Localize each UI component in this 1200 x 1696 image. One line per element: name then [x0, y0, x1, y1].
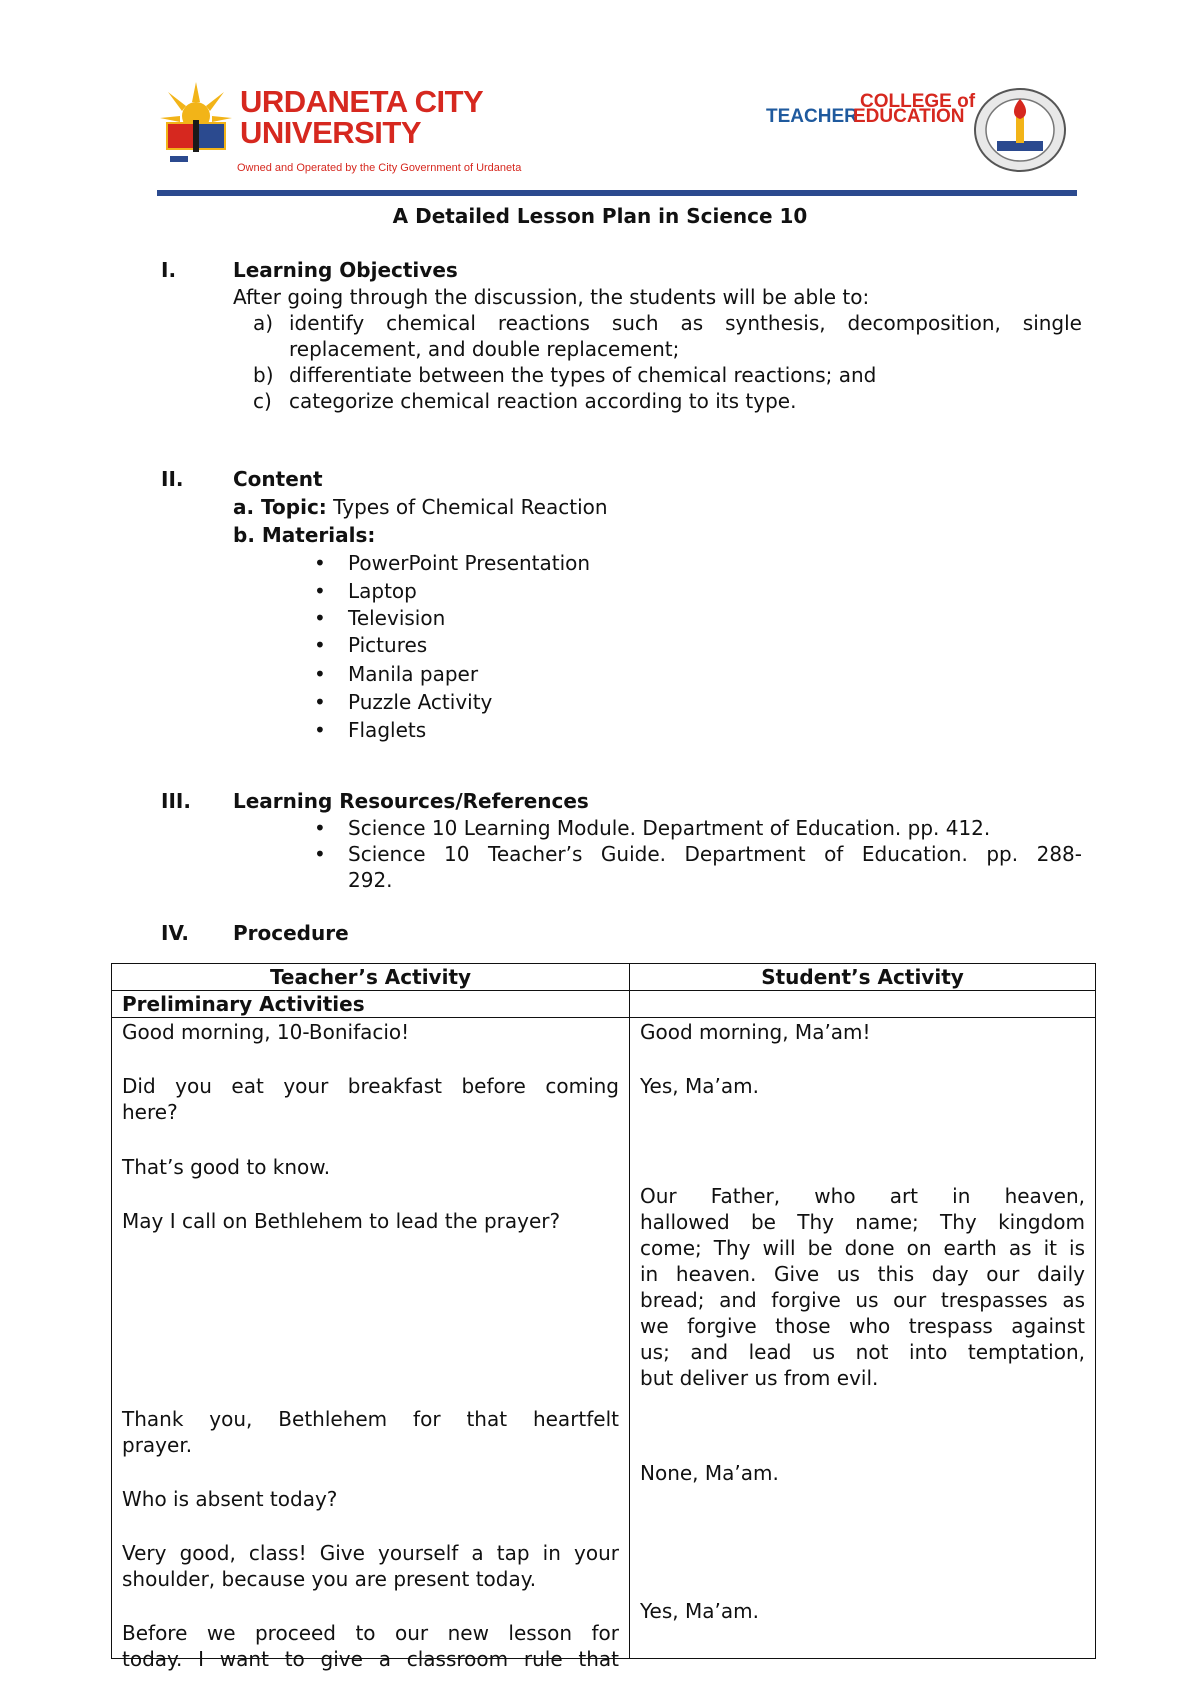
- student-line: Yes, Ma’am.: [640, 1599, 759, 1623]
- college-education-label: EDUCATION: [853, 106, 965, 127]
- section-heading-resources: Learning Resources/References: [233, 789, 589, 813]
- content-topic: [233, 494, 608, 520]
- student-line: come; Thy will be done on earth as it is: [640, 1236, 1085, 1260]
- teacher-line: That’s good to know.: [122, 1155, 331, 1179]
- objective-b-line1: differentiate between the types of chemical reactions; and: [289, 363, 877, 387]
- teacher-line: shoulder, because you are present today.: [122, 1567, 537, 1591]
- student-line: None, Ma’am.: [640, 1461, 779, 1485]
- teacher-line: here?: [122, 1100, 178, 1124]
- student-line: Our Father, who art in heaven,: [640, 1184, 1085, 1208]
- objectives-intro: After going through the discussion, the students will be able to:: [233, 285, 870, 309]
- student-line: hallowed be Thy name; Thy kingdom: [640, 1210, 1085, 1234]
- table-section-row: [112, 991, 1096, 1018]
- material-item: • PowerPoint Presentation: [348, 550, 590, 576]
- table-row: [112, 1018, 1096, 1659]
- teacher-line: Thank you, Bethlehem for that heartfelt: [122, 1407, 619, 1431]
- student-line: bread; and forgive us our trespasses as: [640, 1288, 1085, 1312]
- torch-seal-icon: [973, 87, 1067, 173]
- reference-item-2-line2: 292.: [348, 868, 393, 892]
- teacher-line: Good morning, 10-Bonifacio!: [122, 1020, 410, 1044]
- teacher-line: May I call on Bethlehem to lead the prayer?: [122, 1209, 561, 1233]
- teacher-line: Very good, class! Give yourself a tap in your: [122, 1541, 619, 1565]
- material-item: • Pictures: [348, 632, 427, 658]
- empty-cell: [630, 991, 1096, 1018]
- page-title: A Detailed Lesson Plan in Science 10: [392, 204, 808, 228]
- topic-value: Types of Chemical Reaction: [333, 495, 608, 519]
- column-header-teacher: Teacher’s Activity: [112, 964, 630, 991]
- college-of-label: COLLEGE of: [860, 91, 976, 112]
- material-item: • Manila paper: [348, 661, 478, 687]
- material-item: • Television: [348, 605, 445, 631]
- materials-label: b. Materials:: [233, 523, 376, 547]
- section-numeral-resources: III.: [161, 789, 191, 813]
- student-line: us; and lead us not into temptation,: [640, 1340, 1085, 1364]
- section-heading-objectives: Learning Objectives: [233, 258, 458, 282]
- topic-label: a. Topic:: [233, 495, 327, 519]
- material-item: • Flaglets: [348, 717, 426, 743]
- procedure-table: [111, 963, 1096, 1671]
- student-line: we forgive those who trespass against: [640, 1314, 1085, 1338]
- teacher-line: prayer.: [122, 1433, 193, 1457]
- teacher-line: today. I want to give a classroom rule that: [122, 1647, 619, 1671]
- objective-label-c: c): [253, 389, 272, 413]
- college-teacher-label: TEACHER: [766, 106, 858, 127]
- section-numeral-procedure: IV.: [161, 921, 189, 945]
- university-name-line2: UNIVERSITY: [240, 115, 422, 150]
- reference-item-1: • Science 10 Learning Module. Department of Education. pp. 412.: [348, 815, 990, 841]
- objective-label-a: a): [253, 311, 274, 335]
- sun-book-emblem-icon: [158, 80, 234, 170]
- material-item: • Laptop: [348, 578, 417, 604]
- section-numeral-content: II.: [161, 467, 184, 491]
- teacher-activity-cell: [112, 1018, 630, 1671]
- student-line: but deliver us from evil.: [640, 1366, 879, 1390]
- student-line: Yes, Ma’am.: [640, 1074, 759, 1098]
- university-name-line1: URDANETA CITY: [240, 84, 484, 119]
- table-header-row: [112, 964, 1096, 991]
- college-seal: [973, 87, 1067, 173]
- section-label-preliminary: Preliminary Activities: [112, 991, 630, 1018]
- teacher-line: Who is absent today?: [122, 1487, 338, 1511]
- reference-item-2-line1: • Science 10 Teacher’s Guide. Department of Education. pp. 288-: [348, 841, 1082, 867]
- student-line: in heaven. Give us this day our daily: [640, 1262, 1085, 1286]
- teacher-line: Before we proceed to our new lesson for: [122, 1621, 619, 1645]
- teacher-line: Did you eat your breakfast before coming: [122, 1074, 619, 1098]
- section-numeral-objectives: I.: [161, 258, 177, 282]
- column-header-student: Student’s Activity: [630, 964, 1096, 991]
- student-activity-cell: [630, 1018, 1096, 1659]
- university-tagline: Owned and Operated by the City Government of Urdaneta: [237, 162, 522, 174]
- objective-c-line1: categorize chemical reaction according to its type.: [289, 389, 797, 413]
- student-line: Good morning, Ma’am!: [640, 1020, 871, 1044]
- objective-a-line1: identify chemical reactions such as synthesis, decomposition, single: [289, 311, 1082, 335]
- objective-a-line2: replacement, and double replacement;: [289, 337, 680, 361]
- material-item: • Puzzle Activity: [348, 689, 492, 715]
- objective-label-b: b): [253, 363, 274, 387]
- section-heading-procedure: Procedure: [233, 921, 349, 945]
- section-heading-content: Content: [233, 467, 323, 491]
- header-divider: [157, 190, 1077, 196]
- university-logo: [158, 80, 234, 170]
